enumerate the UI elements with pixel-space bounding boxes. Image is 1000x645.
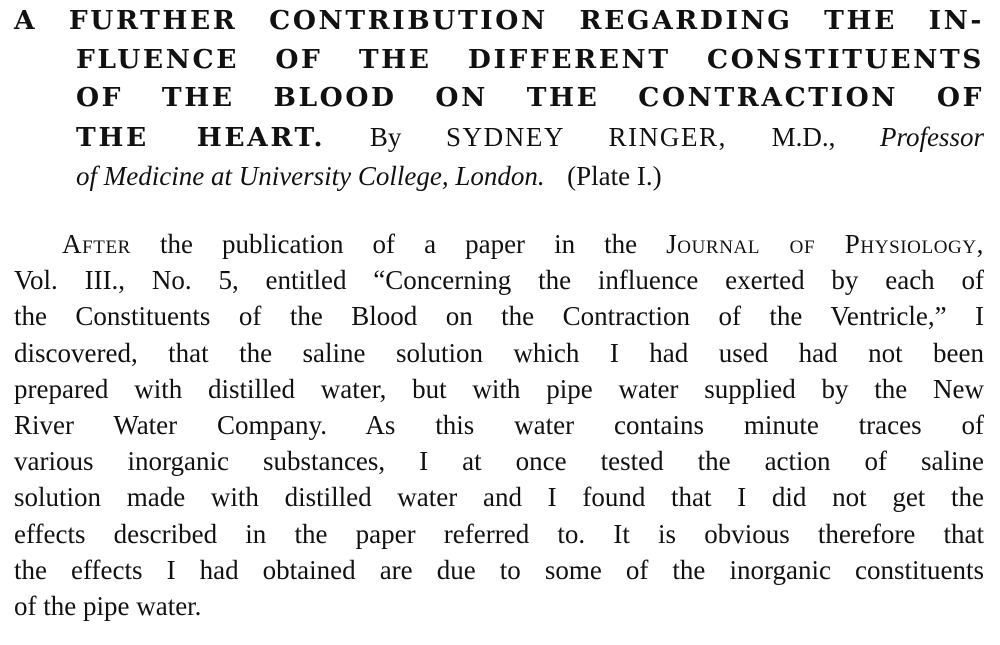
body-line-5: prepared with distilled water, but with pipe water supplied by the New [14, 373, 984, 404]
title-heart: THE HEART. [76, 121, 326, 153]
body-line-8: solution made with distilled water and I found that I did not get the [14, 482, 984, 513]
title-line-5 [14, 157, 984, 197]
body-line-6: River Water Company. As this water contains minute traces of [14, 410, 984, 441]
body-line-9: effects described in the paper referred to. It is obvious therefore that [14, 518, 984, 549]
body-line-10: the effects I had obtained are due to some of the inorganic constituents [14, 554, 984, 585]
title-line-1: A FURTHER CONTRIBUTION REGARDING THE IN- [14, 5, 984, 36]
body-line-3: the Constituents of the Blood on the Contraction of the Ventricle,” I [14, 301, 984, 332]
body-line-2: Vol. III., No. 5, entitled “Concerning the influence exerted by each of [14, 265, 984, 296]
body-line-7: various inorganic substances, I at once tested the action of saline [14, 446, 984, 477]
body-line-4: discovered, that the saline solution which I had used had not been [14, 337, 984, 368]
paper-body [14, 226, 984, 624]
journal-name: Journal of Physiology, [666, 229, 985, 259]
body-line-11: of the pipe water. [14, 591, 202, 622]
author-role: Professor [879, 121, 984, 152]
body-lead-word: After [62, 229, 131, 259]
plate-reference: (Plate I.) [567, 161, 662, 191]
author-degree: M.D., [771, 121, 836, 152]
body-line-1-text: the publication of a paper in the [160, 229, 638, 259]
paper-title [14, 2, 984, 197]
title-line-2: FLUENCE OF THE DIFFERENT CONSTITUENTS [76, 43, 984, 75]
byline-by: By [369, 121, 402, 152]
title-line-4 [14, 118, 984, 158]
author-affiliation: of Medicine at University College, London. [76, 161, 545, 191]
author-name: SYDNEY RINGER, [445, 121, 727, 152]
body-line-1 [14, 226, 984, 262]
title-line-3: OF THE BLOOD ON THE CONTRACTION OF [76, 82, 984, 113]
